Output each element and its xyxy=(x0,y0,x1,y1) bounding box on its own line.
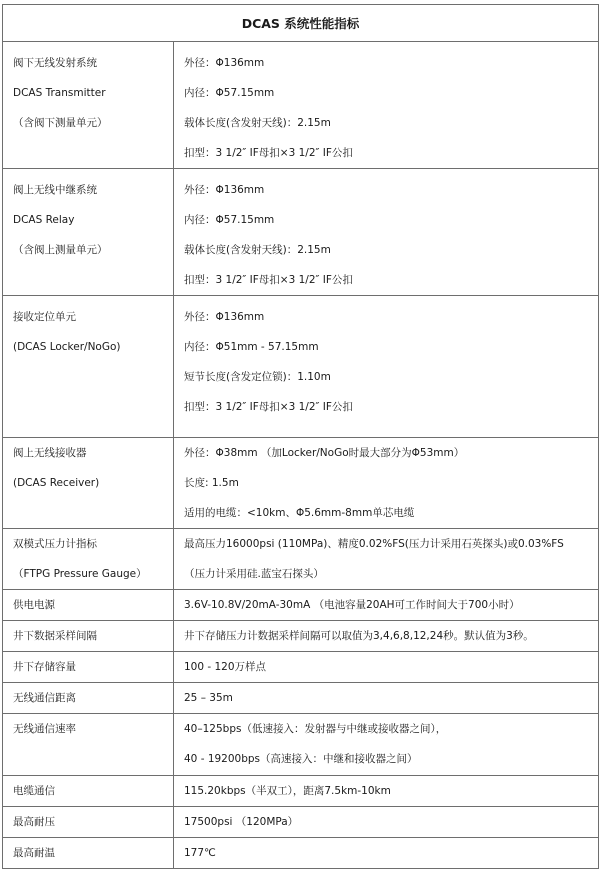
row-label-line: 井下数据采样间隔 xyxy=(13,630,97,642)
row-value-line: 井下存储压力计数据采样间隔可以取值为3,4,6,8,12,24秒。默认值为3秒。 xyxy=(184,630,534,642)
row-value-line: 扣型：3 1/2″ IF母扣×3 1/2″ IF公扣 xyxy=(184,274,353,286)
row-label-line: (DCAS Receiver) xyxy=(13,477,100,489)
row-label-cell xyxy=(3,807,174,838)
row-label-cell xyxy=(3,590,174,621)
row-label-line: 电缆通信 xyxy=(13,785,55,797)
row-value-cell xyxy=(174,652,599,683)
row-value-line: 最高压力16000psi (110MPa)、精度0.02%FS(压力计采用石英探头)或0.03%FS xyxy=(184,538,564,550)
table-row xyxy=(3,42,599,169)
row-label-line: (DCAS Locker/NoGo) xyxy=(13,341,121,353)
table-row xyxy=(3,590,599,621)
row-value-line: 115.20kbps（半双工），距离7.5km-10km xyxy=(184,785,391,797)
row-label-line: 阀上无线接收器 xyxy=(13,447,87,459)
row-value-cell xyxy=(174,42,599,169)
row-value-cell xyxy=(174,714,599,776)
row-label-line: 接收定位单元 xyxy=(13,311,76,323)
row-value-cell xyxy=(174,683,599,714)
table-row xyxy=(3,683,599,714)
row-value-line: 扣型：3 1/2″ IF母扣×3 1/2″ IF公扣 xyxy=(184,401,353,413)
row-value-line: 内径：Φ57.15mm xyxy=(184,214,275,226)
row-label-line: 最高耐温 xyxy=(13,847,55,859)
row-label-cell xyxy=(3,776,174,807)
row-label-line: （FTPG Pressure Gauge） xyxy=(13,568,147,580)
table-row xyxy=(3,169,599,296)
row-label-line: 阀上无线中继系统 xyxy=(13,184,97,196)
row-label-cell xyxy=(3,838,174,869)
row-value-line: 40 - 19200bps（高速接入：中继和接收器之间） xyxy=(184,753,418,765)
row-label-cell xyxy=(3,621,174,652)
row-value-line: 外径：Φ136mm xyxy=(184,184,265,196)
row-label-cell xyxy=(3,529,174,590)
table-row xyxy=(3,438,599,529)
table-row xyxy=(3,621,599,652)
table-header-row xyxy=(3,5,599,42)
row-label-cell xyxy=(3,652,174,683)
row-value-line: 载体长度(含发射天线)：2.15m xyxy=(184,244,331,256)
row-label-cell xyxy=(3,714,174,776)
row-label-cell xyxy=(3,42,174,169)
row-value-cell xyxy=(174,838,599,869)
row-value-cell xyxy=(174,807,599,838)
row-label-line: 无线通信距离 xyxy=(13,692,76,704)
table-row xyxy=(3,652,599,683)
row-value-line: （压力计采用硅.蓝宝石探头） xyxy=(184,568,324,580)
row-value-line: 3.6V-10.8V/20mA-30mA （电池容量20AH可工作时间大于700小时） xyxy=(184,599,520,611)
row-label-line: DCAS Relay xyxy=(13,214,75,226)
row-value-line: 适用的电缆：<10km、Φ5.6mm-8mm单芯电缆 xyxy=(184,507,415,519)
table-row xyxy=(3,296,599,438)
row-label-line: 无线通信速率 xyxy=(13,723,76,735)
row-value-line: 100 - 120万样点 xyxy=(184,661,267,673)
row-label-line: DCAS Transmitter xyxy=(13,87,106,99)
row-value-cell xyxy=(174,590,599,621)
table-row xyxy=(3,714,599,776)
spec-table xyxy=(2,4,599,869)
table-row xyxy=(3,807,599,838)
row-value-line: 长度: 1.5m xyxy=(184,477,239,489)
row-value-cell xyxy=(174,438,599,529)
table-row xyxy=(3,776,599,807)
row-label-line: （含阀上测量单元） xyxy=(13,244,108,256)
row-label-line: 双模式压力计指标 xyxy=(13,538,97,550)
row-value-line: 17500psi （120MPa） xyxy=(184,816,299,828)
row-value-cell xyxy=(174,169,599,296)
row-value-line: 短节长度(含发定位锁)：1.10m xyxy=(184,371,331,383)
row-label-line: 供电电源 xyxy=(13,599,55,611)
row-label-line: 阀下无线发射系统 xyxy=(13,57,97,69)
row-label-cell xyxy=(3,438,174,529)
row-label-line: 最高耐压 xyxy=(13,816,55,828)
row-value-line: 外径：Φ136mm xyxy=(184,57,265,69)
row-value-line: 外径：Φ38mm （加Locker/NoGo时最大部分为Φ53mm） xyxy=(184,447,465,459)
row-value-cell xyxy=(174,296,599,438)
row-value-line: 外径：Φ136mm xyxy=(184,311,265,323)
table-row xyxy=(3,529,599,590)
row-value-cell xyxy=(174,529,599,590)
row-value-line: 扣型：3 1/2″ IF母扣×3 1/2″ IF公扣 xyxy=(184,147,353,159)
table-row xyxy=(3,838,599,869)
row-value-cell xyxy=(174,776,599,807)
row-label-line: 井下存储容量 xyxy=(13,661,76,673)
row-value-line: 40–125bps（低速接入：发射器与中继或接收器之间）， xyxy=(184,723,447,735)
table-title: DCAS 系统性能指标 xyxy=(3,5,599,42)
row-value-cell xyxy=(174,621,599,652)
row-value-line: 25 – 35m xyxy=(184,692,233,704)
row-label-cell xyxy=(3,169,174,296)
row-label-line: （含阀下测量单元） xyxy=(13,117,108,129)
row-value-line: 内径：Φ57.15mm xyxy=(184,87,275,99)
row-label-cell xyxy=(3,683,174,714)
row-label-cell xyxy=(3,296,174,438)
row-value-line: 内径：Φ51mm - 57.15mm xyxy=(184,341,319,353)
row-value-line: 载体长度(含发射天线)：2.15m xyxy=(184,117,331,129)
row-value-line: 177℃ xyxy=(184,847,216,859)
